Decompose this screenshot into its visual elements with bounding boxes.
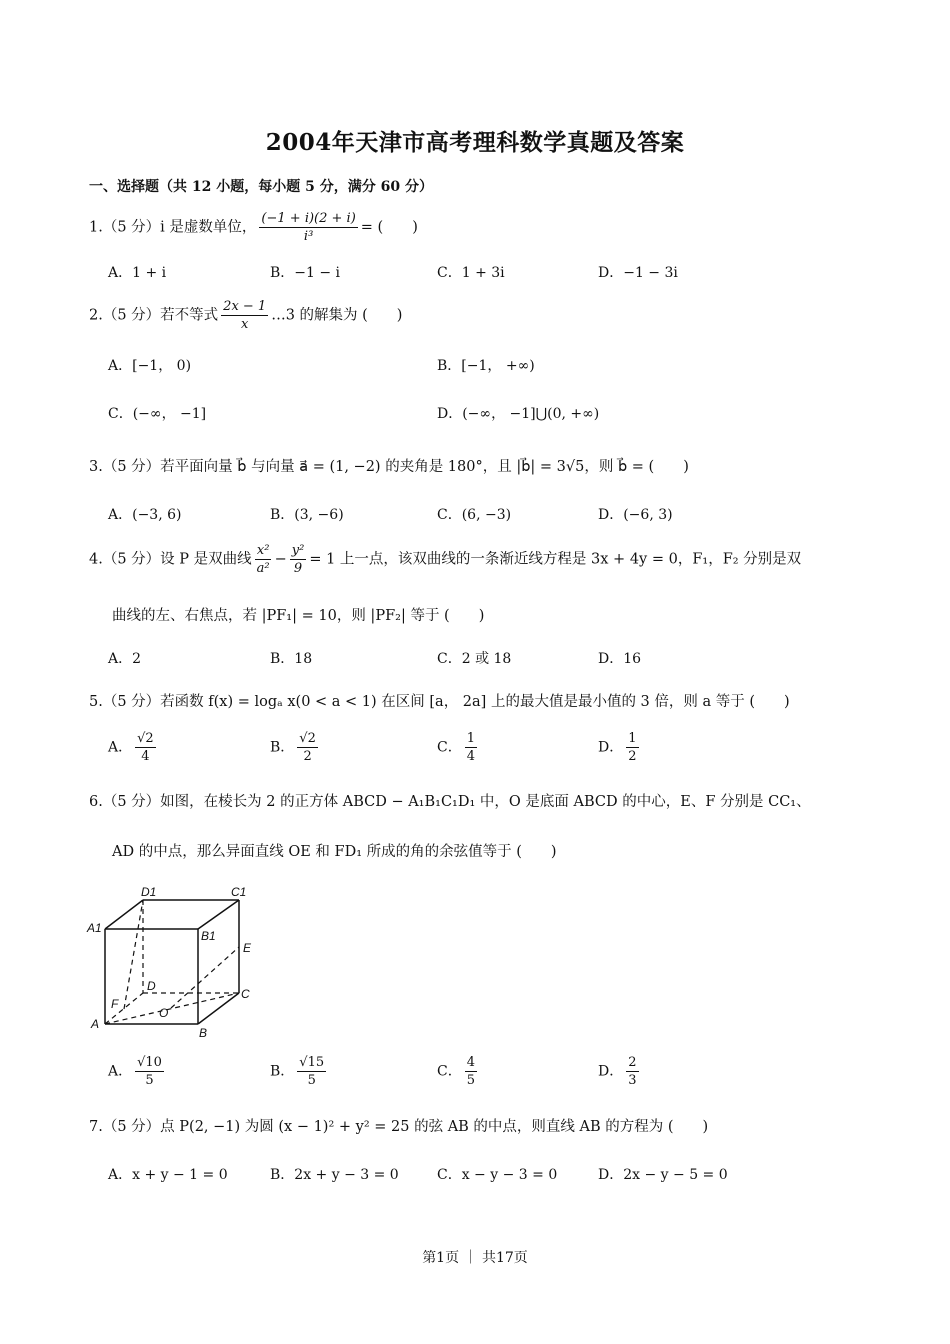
- page-footer: 第1页 ｜ 共17页: [422, 1250, 528, 1266]
- label-f: F: [111, 997, 119, 1011]
- question-3: 3.（5 分）若平面向量 b⃗ 与向量 a⃗ = (1, −2) 的夹角是 180°，且 |b⃗| = 3√5，则 b⃗ = ( ): [89, 459, 689, 475]
- q5-option-b: B． $\frac{√2}{2}$: [270, 731, 316, 764]
- q6-option-a: A． $\frac{√10}{5}$: [108, 1055, 162, 1088]
- question-4-stem: 4.（5 分）设 P 是双曲线: [89, 551, 252, 568]
- q3-option-c: C．(6, −3): [437, 507, 512, 523]
- label-e: E: [243, 941, 252, 955]
- q2-option-b: B．[−1， +∞): [437, 358, 535, 374]
- q3-option-b: B．(3, −6): [270, 507, 344, 523]
- q3-option-a: A．(−3, 6): [108, 507, 182, 523]
- label-o: O: [159, 1006, 169, 1020]
- question-2-stem: 2.（5 分）若不等式: [89, 307, 219, 324]
- q5-option-c: C． $\frac{1}{4}$: [437, 731, 475, 764]
- question-4-minus: −: [274, 551, 287, 568]
- q4-option-a: A．2: [108, 651, 142, 667]
- question-2-tail: …3 的解集为 ( ): [271, 307, 403, 324]
- label-c1: C1: [231, 885, 247, 899]
- label-a: A: [91, 1017, 100, 1031]
- q7-option-c: C．x − y − 3 = 0: [437, 1167, 558, 1183]
- q7-option-b: B．2x + y − 3 = 0: [270, 1167, 399, 1183]
- q5-option-a: A． $\frac{√2}{4}$: [108, 731, 154, 764]
- label-b: B: [199, 1026, 208, 1040]
- q3-option-d: D．(−6, 3): [598, 507, 673, 523]
- label-d1: D1: [141, 885, 157, 899]
- q7-option-d: D．2x − y − 5 = 0: [598, 1167, 728, 1183]
- cube-figure: [85, 882, 265, 1042]
- q1-option-c: C．1 + 3i: [437, 265, 505, 281]
- q6-option-d: D． $\frac{2}{3}$: [598, 1055, 637, 1088]
- question-7: 7.（5 分）点 P(2, −1) 为圆 (x − 1)² + y² = 25 的弦 AB 的中点，则直线 AB 的方程为 ( ): [89, 1119, 709, 1135]
- label-c: C: [241, 987, 250, 1001]
- q5-option-d: D． $\frac{1}{2}$: [598, 731, 637, 764]
- label-d: D: [147, 979, 156, 993]
- question-1-stem: 1.（5 分）i 是虚数单位，: [89, 219, 257, 236]
- q2-option-a: A．[−1， 0): [108, 358, 192, 374]
- question-1-fraction: $\frac{(-1 + i)(2 + i)}{\text{i³}}$: [261, 211, 356, 244]
- question-6: 6.（5 分）如图，在棱长为 2 的正方体 ABCD − A₁B₁C₁D₁ 中，O 是底面 ABCD 的中心，E、F 分别是 CC₁、: [89, 794, 811, 810]
- question-4-fraction-1: $\frac{\text{x²}}{\text{a²}}$: [256, 543, 270, 576]
- question-1: [89, 210, 418, 245]
- q2-option-c: C．(−∞， −1]: [108, 406, 207, 422]
- question-2: [89, 298, 402, 333]
- page-title: 2004年天津市高考理科数学真题及答案: [265, 129, 685, 156]
- q4-option-b: B．18: [270, 651, 313, 667]
- label-b1: B1: [201, 929, 216, 943]
- q1-option-a: A．1 + i: [108, 265, 167, 281]
- q1-option-d: D．−1 − 3i: [598, 265, 678, 281]
- question-4-fraction-2: $\frac{\text{y²}}{9}$: [291, 543, 305, 576]
- q4-option-d: D．16: [598, 651, 642, 667]
- q1-option-b: B．−1 − i: [270, 265, 341, 281]
- question-4-line-2: 曲线的左、右焦点，若 |PF₁| = 10，则 |PF₂| 等于 ( ): [112, 608, 485, 624]
- label-a1: A1: [87, 921, 102, 935]
- question-2-fraction: $\frac{2x - 1}{x}$: [223, 299, 267, 332]
- section-heading: 一、选择题（共 12 小题，每小题 5 分，满分 60 分）: [89, 179, 433, 195]
- question-4-tail: = 1 上一点，该双曲线的一条渐近线方程是 3x + 4y = 0，F₁，F₂ 分别是双: [309, 551, 802, 568]
- q4-option-c: C．2 或 18: [437, 651, 512, 667]
- question-5: 5.（5 分）若函数 f(x) = logₐ x(0 < a < 1) 在区间 [a， 2a] 上的最大值是最小值的 3 倍，则 a 等于 ( ): [89, 694, 790, 710]
- q6-option-b: B． $\frac{√15}{5}$: [270, 1055, 325, 1088]
- q6-option-c: C． $\frac{4}{5}$: [437, 1055, 475, 1088]
- question-6-line-2: AD 的中点，那么异面直线 OE 和 FD₁ 所成的角的余弦值等于 ( ): [112, 844, 557, 860]
- question-1-tail: = ( ): [360, 219, 418, 236]
- q7-option-a: A．x + y − 1 = 0: [108, 1167, 228, 1183]
- question-4: [89, 542, 801, 577]
- q2-option-d: D．(−∞， −1]⋃(0, +∞): [437, 406, 600, 422]
